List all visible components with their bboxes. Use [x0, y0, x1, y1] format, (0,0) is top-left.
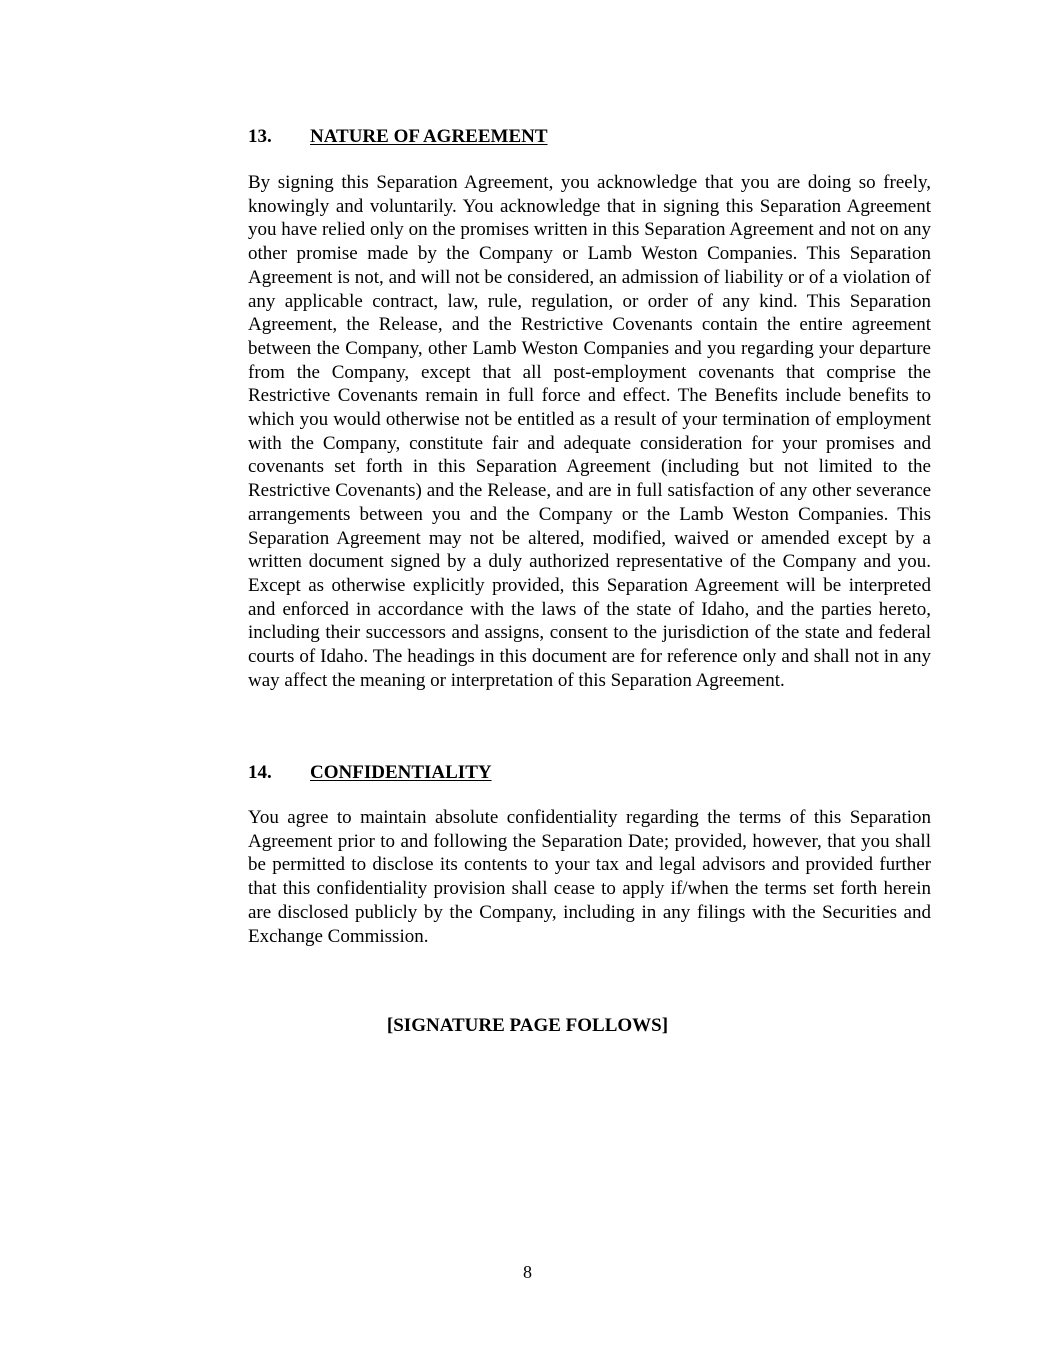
- section-13-heading: [248, 125, 548, 149]
- section-14-body: You agree to maintain absolute confidentiality regarding the terms of this Separation Agreement prior to and following the Separation Date; provided, however, that you shall be permitted to disclose its contents to your tax and legal advisors and provided further that this confidentiality provision shall cease to apply if/when the terms set forth herein are disclosed publicly by the Company, including in any filings with the Securities and Exchange Commission.: [248, 807, 931, 947]
- page-number: 8: [523, 1262, 532, 1282]
- section-13-number: 13.: [248, 126, 272, 147]
- section-14-title: CONFIDENTIALITY: [310, 762, 492, 783]
- section-13-body: By signing this Separation Agreement, you acknowledge that you are doing so freely, knowingly and voluntarily. You acknowledge that in signing this Separation Agreement you have relied only on the promises written in this Separation Agreement and not on any other promise made by the Company or Lamb Weston Companies. This Separation Agreement is not, and will not be considered, an admission of liability or of a violation of any applicable contract, law, rule, regulation, or order of any kind. This Separation Agreement, the Release, and the Restrictive Covenants contain the entire agreement between the Company, other Lamb Weston Companies and you regarding your departure from the Company, except that all post-employment covenants that comprise the Restrictive Covenants remain in full force and effect. The Benefits include benefits to which you would otherwise not be entitled as a result of your termination of employment with the Company, constitute fair and adequate consideration for your promises and covenants set forth in this Separation Agreement (including but not limited to the Restrictive Covenants) and the Release, and are in full satisfaction of any other severance arrangements between you and the Company or the Lamb Weston Companies. This Separation Agreement may not be altered, modified, waived or amended except by a written document signed by a duly authorized representative of the Company and you. Except as otherwise explicitly provided, this Separation Agreement will be interpreted and enforced in accordance with the laws of the state of Idaho, and the parties hereto, including their successors and assigns, consent to the jurisdiction of the state and federal courts of Idaho. The headings in this document are for reference only and shall not in any way affect the meaning or interpretation of this Separation Agreement.: [248, 172, 931, 691]
- section-14-number: 14.: [248, 762, 272, 783]
- section-13-title: NATURE OF AGREEMENT: [310, 126, 548, 147]
- section-14-heading: [248, 761, 492, 785]
- signature-page-notice: [SIGNATURE PAGE FOLLOWS]: [386, 1015, 669, 1036]
